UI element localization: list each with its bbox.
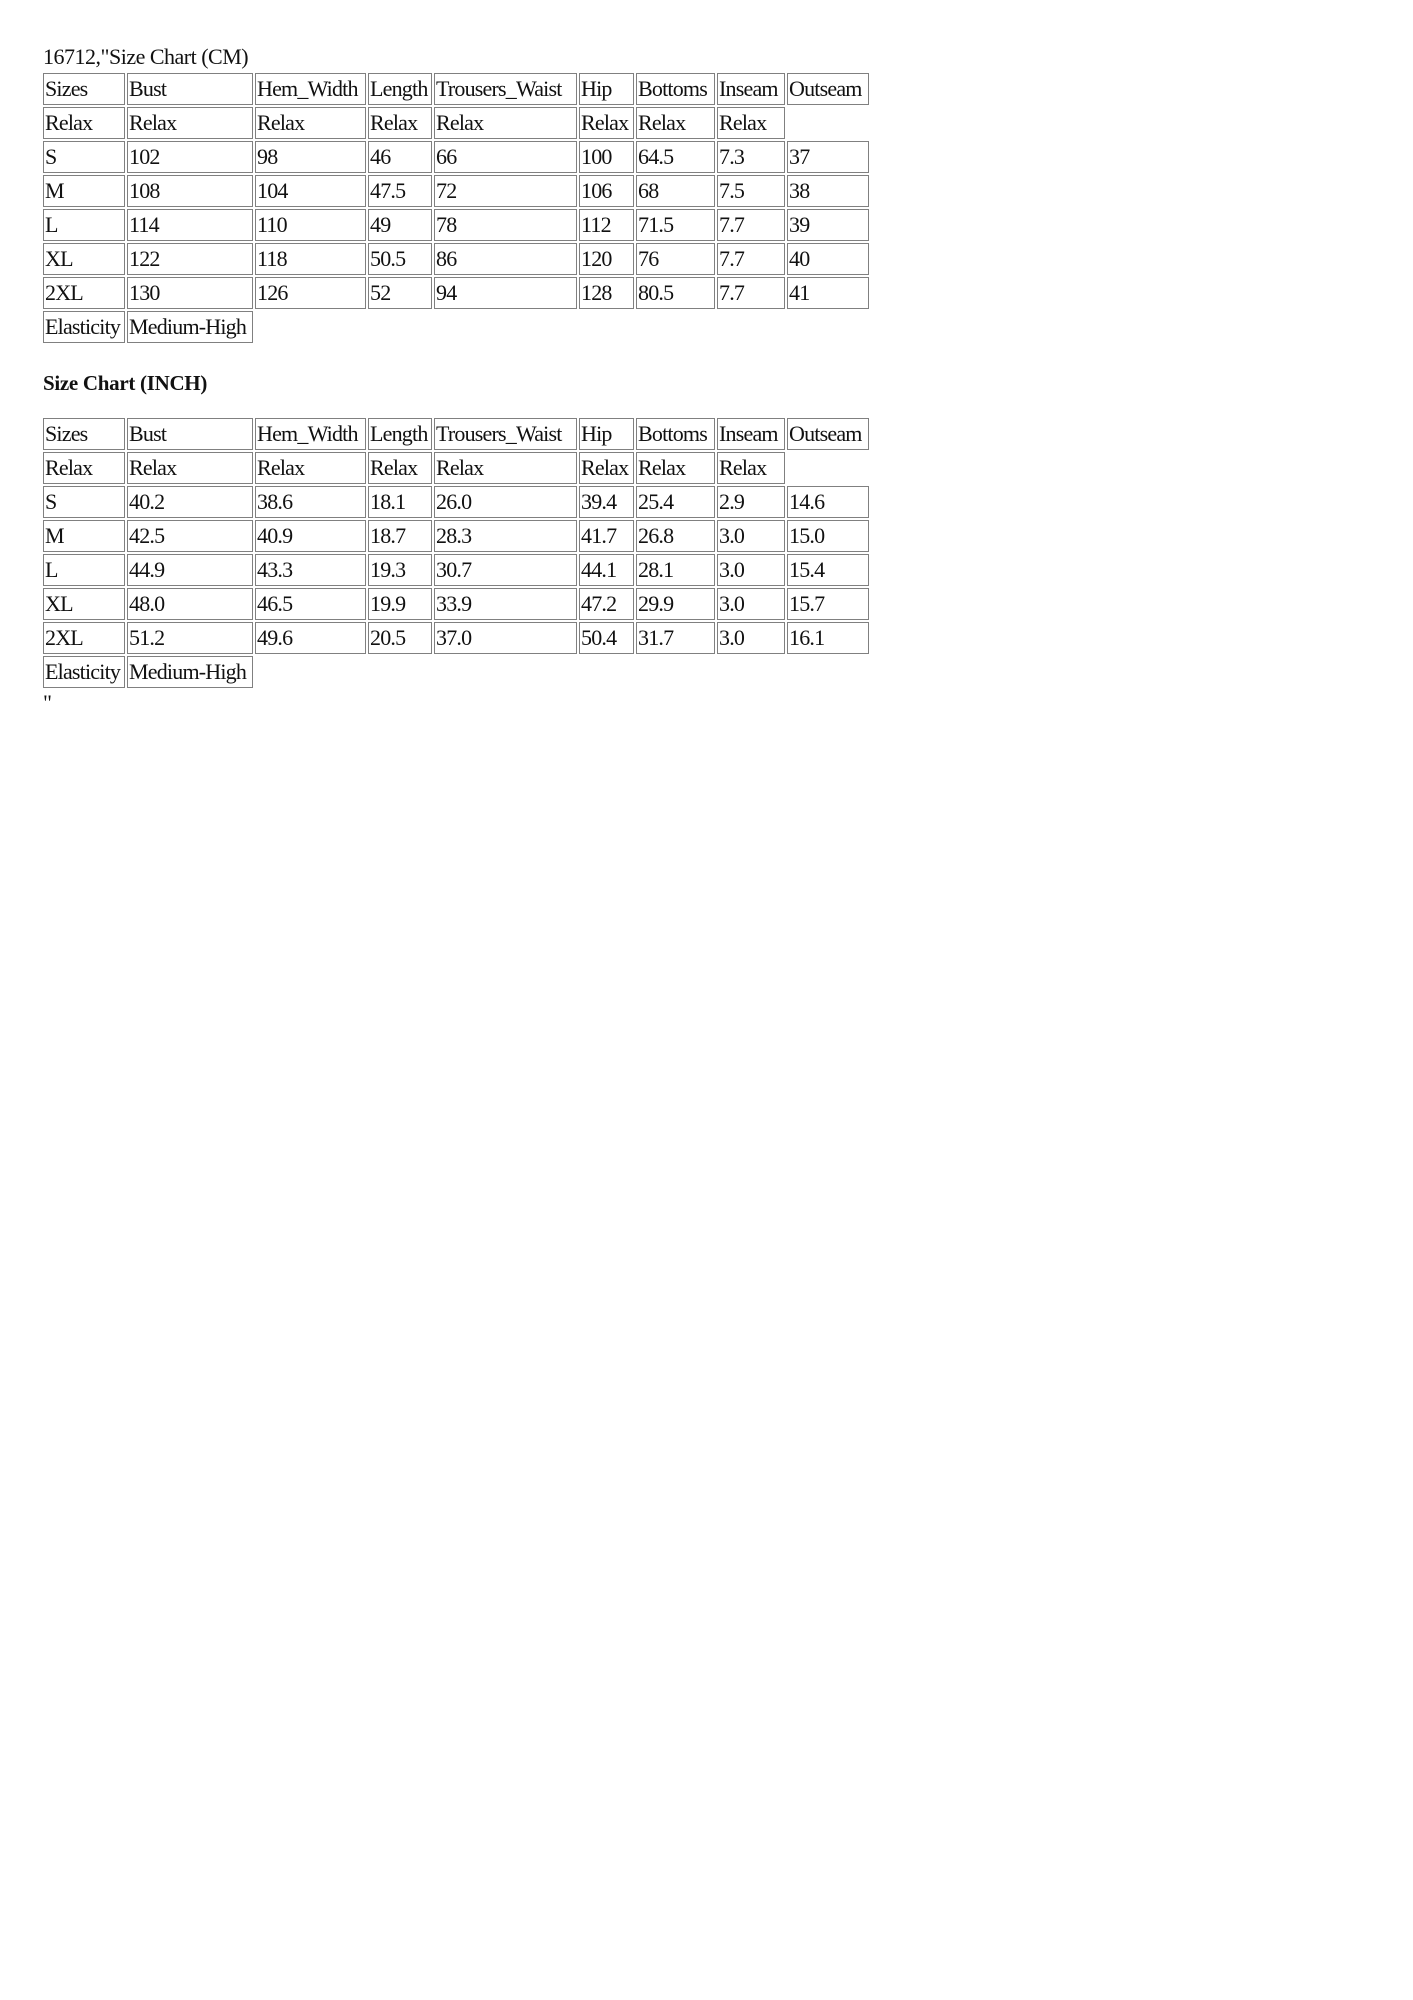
table-cell: 48.0 [127,588,253,620]
table-cell: Relax [43,107,125,139]
table-cell: 40.2 [127,486,253,518]
table-cell: 41.7 [579,520,634,552]
table-cell: Sizes [43,73,125,105]
table-cell: 106 [579,175,634,207]
table-cell: 120 [579,243,634,275]
table-cell: Relax [43,452,125,484]
table-cell: S [43,141,125,173]
table-cell: 51.2 [127,622,253,654]
table-cell: 71.5 [636,209,715,241]
table-cell: 118 [255,243,366,275]
cm-chart-title: 16712,"Size Chart (CM) [43,44,249,69]
table-cell: 19.3 [368,554,432,586]
table-cell: 86 [434,243,577,275]
table-cell: Relax [579,452,634,484]
table-cell: L [43,209,125,241]
table-cell: 112 [579,209,634,241]
closing-quote: " [43,690,52,715]
table-cell: Relax [127,452,253,484]
table-cell: Relax [434,107,577,139]
table-cell: M [43,175,125,207]
table-cell: 2.9 [717,486,785,518]
table-row [43,520,869,552]
table-cell: 15.0 [787,520,869,552]
table-cell: 44.1 [579,554,634,586]
table-cell: 80.5 [636,277,715,309]
table-cell: 15.7 [787,588,869,620]
table-cell: 25.4 [636,486,715,518]
table-row [43,554,869,586]
table-cell: Inseam [717,73,785,105]
table-cell: 3.0 [717,554,785,586]
table-cell: 76 [636,243,715,275]
table-cell: 15.4 [787,554,869,586]
inch-size-table [41,416,871,690]
table-cell: Inseam [717,418,785,450]
table-cell: 114 [127,209,253,241]
table-cell: Relax [255,452,366,484]
header-row [43,73,869,105]
table-cell: Trousers_Waist [434,418,577,450]
table-cell: 98 [255,141,366,173]
table-cell: 44.9 [127,554,253,586]
table-cell: 122 [127,243,253,275]
table-cell [787,107,869,139]
table-cell: 31.7 [636,622,715,654]
header-row [43,418,869,450]
document-page [43,44,871,714]
table-row [43,243,869,275]
table-cell: Relax [127,107,253,139]
table-cell: 110 [255,209,366,241]
table-cell: 18.7 [368,520,432,552]
table-cell: 7.7 [717,277,785,309]
table-cell: 47.5 [368,175,432,207]
table-cell: 26.0 [434,486,577,518]
table-cell: 29.9 [636,588,715,620]
table-cell: Bottoms [636,418,715,450]
table-row [43,588,869,620]
table-cell: 66 [434,141,577,173]
table-cell: 49 [368,209,432,241]
table-cell: 38.6 [255,486,366,518]
table-cell: Relax [434,452,577,484]
table-cell: XL [43,243,125,275]
table-cell: Medium-High [127,656,253,688]
table-cell: L [43,554,125,586]
table-row [43,209,869,241]
table-cell: 40.9 [255,520,366,552]
table-cell: 102 [127,141,253,173]
cm-size-table [41,71,871,345]
table-cell: 28.1 [636,554,715,586]
table-cell: 47.2 [579,588,634,620]
table-cell: 104 [255,175,366,207]
table-cell: XL [43,588,125,620]
table-cell: 38 [787,175,869,207]
table-cell: Hem_Width [255,73,366,105]
table-cell: 16.1 [787,622,869,654]
table-cell: Bottoms [636,73,715,105]
table-cell: 26.8 [636,520,715,552]
table-row [43,141,869,173]
table-cell: Relax [636,452,715,484]
table-cell: 46.5 [255,588,366,620]
table-cell: Relax [717,107,785,139]
table-cell: 37.0 [434,622,577,654]
table-cell: 40 [787,243,869,275]
table-cell: S [43,486,125,518]
table-cell: 3.0 [717,622,785,654]
table-cell: 130 [127,277,253,309]
table-cell [787,452,869,484]
table-cell: 20.5 [368,622,432,654]
table-cell: 7.5 [717,175,785,207]
table-cell: 50.5 [368,243,432,275]
table-cell: 108 [127,175,253,207]
table-cell: Relax [579,107,634,139]
table-cell: Trousers_Waist [434,73,577,105]
table-cell: 2XL [43,622,125,654]
table-row [43,277,869,309]
table-cell: 14.6 [787,486,869,518]
elasticity-row [43,311,869,343]
relax-row [43,452,869,484]
table-cell: 7.7 [717,243,785,275]
table-cell: Elasticity [43,311,125,343]
relax-row [43,107,869,139]
table-cell: 78 [434,209,577,241]
table-cell: Outseam [787,73,869,105]
table-cell: 128 [579,277,634,309]
table-row [43,622,869,654]
table-cell: 30.7 [434,554,577,586]
table-cell: 64.5 [636,141,715,173]
table-cell: 49.6 [255,622,366,654]
table-cell: 28.3 [434,520,577,552]
table-cell: 3.0 [717,520,785,552]
table-row [43,175,869,207]
table-cell: 50.4 [579,622,634,654]
table-cell: Hem_Width [255,418,366,450]
table-cell: 72 [434,175,577,207]
table-cell: Relax [717,452,785,484]
table-cell: Relax [636,107,715,139]
table-cell: 68 [636,175,715,207]
table-cell: Hip [579,418,634,450]
table-cell: 2XL [43,277,125,309]
table-cell: Length [368,418,432,450]
table-cell: Outseam [787,418,869,450]
table-cell: 100 [579,141,634,173]
table-cell: 3.0 [717,588,785,620]
table-cell: Sizes [43,418,125,450]
table-cell: 39 [787,209,869,241]
table-cell: 46 [368,141,432,173]
inch-chart-title: Size Chart (INCH) [43,371,208,395]
table-cell: 94 [434,277,577,309]
table-cell: Bust [127,73,253,105]
table-cell: 41 [787,277,869,309]
table-cell: Relax [368,452,432,484]
table-row [43,486,869,518]
table-cell: M [43,520,125,552]
table-cell: 7.3 [717,141,785,173]
table-cell: Relax [368,107,432,139]
table-cell: Relax [255,107,366,139]
table-cell: 18.1 [368,486,432,518]
table-cell: 52 [368,277,432,309]
table-cell: Medium-High [127,311,253,343]
table-cell: 19.9 [368,588,432,620]
table-cell: Bust [127,418,253,450]
table-cell: 37 [787,141,869,173]
table-cell: 43.3 [255,554,366,586]
elasticity-row [43,656,869,688]
table-cell: Length [368,73,432,105]
table-cell: 126 [255,277,366,309]
table-cell: 7.7 [717,209,785,241]
table-cell: Elasticity [43,656,125,688]
table-cell: 39.4 [579,486,634,518]
table-cell: 33.9 [434,588,577,620]
table-cell: 42.5 [127,520,253,552]
table-cell: Hip [579,73,634,105]
